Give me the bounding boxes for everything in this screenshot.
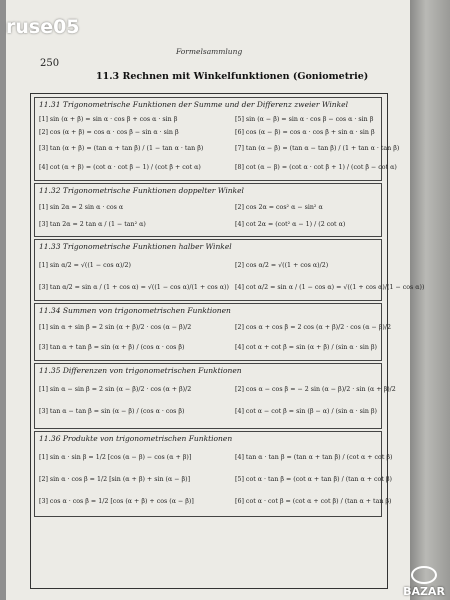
formula: [1] sin α · sin β = 1/2 [cos (α − β) − cos (α + β)]: [39, 454, 192, 461]
running-head: Formelsammlung: [176, 47, 243, 56]
formula: [2] cos α + cos β = 2 cos (α + β)/2 · cos (α − β)/2: [235, 324, 392, 331]
formula: [5] sin (α − β) = sin α · cos β − cos α · sin β: [235, 116, 374, 123]
formula: [3] cos α · cos β = 1/2 [cos (α + β) + cos (α − β)]: [39, 498, 194, 505]
formula: [4] cot 2α = (cot² α − 1) / (2 cot α): [235, 221, 346, 228]
formula: [1] sin α + sin β = 2 sin (α + β)/2 · cos (α − β)/2: [39, 324, 192, 331]
bazar-logo: [402, 566, 446, 598]
section-heading: 11.33 Trigonometrische Funktionen halber Winkel: [39, 242, 232, 251]
formula: [4] cot α + cot β = sin (α + β) / (sin α · sin β): [235, 344, 377, 351]
formula: [4] cot α/2 = sin α / (1 − cos α) = √((1 + cos α)/(1 − cos α)): [235, 284, 425, 291]
section-11-32: [34, 183, 382, 237]
section-11-36: [34, 431, 393, 517]
formula: [1] sin α − sin β = 2 sin (α − β)/2 · cos (α + β)/2: [39, 386, 192, 393]
page-number: 250: [40, 58, 60, 69]
formula: [1] sin 2α = 2 sin α · cos α: [39, 204, 124, 211]
formula: [3] tan (α + β) = (tan α + tan β) / (1 − tan α · tan β): [39, 145, 204, 152]
formula: [8] cot (α − β) = (cot α · cot β + 1) / (cot β − cot α): [235, 164, 397, 171]
section-heading: 11.31 Trigonometrische Funktionen der Summe und der Differenz zweier Winkel: [39, 100, 349, 109]
formula: [4] cot (α + β) = (cot α · cot β − 1) / (cot β + cot α): [39, 164, 201, 171]
formula: [3] tan α − tan β = sin (α − β) / (cos α · cos β): [39, 408, 185, 415]
section-heading: 11.32 Trigonometrische Funktionen doppelter Winkel: [39, 186, 244, 195]
formula: [3] tan α/2 = sin α / (1 + cos α) = √((1 − cos α)/(1 + cos α)): [39, 284, 229, 291]
section-11-31: [34, 97, 400, 181]
formula: [2] cos 2α = cos² α − sin² α: [235, 204, 323, 211]
formula: [7] tan (α − β) = (tan α − tan β) / (1 + tan α · tan β): [235, 145, 400, 152]
formula: [4] cot α − cot β = sin (β − α) / (sin α · sin β): [235, 408, 377, 415]
formula: [3] tan 2α = 2 tan α / (1 − tan² α): [39, 221, 146, 228]
formula: [2] cos α − cos β = − 2 sin (α − β)/2 · sin (α + β)/2: [235, 386, 396, 393]
formula: [1] sin α/2 = √((1 − cos α)/2): [39, 262, 131, 269]
page-edge: [410, 0, 450, 600]
section-11-33: [34, 239, 425, 301]
section-11-34: [34, 303, 392, 361]
formula: [2] cos (α + β) = cos α · cos β − sin α · sin β: [39, 129, 179, 136]
logo-ring-icon: [411, 566, 437, 584]
watermark-text: ruse05: [6, 16, 80, 38]
formula: [2] sin α · cos β = 1/2 [sin (α + β) + sin (α − β)]: [39, 476, 191, 483]
section-11-35: [34, 363, 396, 429]
formula: [6] cos (α − β) = cos α · cos β + sin α · sin β: [235, 129, 375, 136]
page-title: 11.3 Rechnen mit Winkelfunktionen (Goniometrie): [96, 71, 369, 82]
formula: [4] tan α · tan β = (tan α + tan β) / (cot α + cot β): [235, 454, 393, 461]
formula: [1] sin (α + β) = sin α · cos β + cos α · sin β: [39, 116, 178, 123]
formula: [2] cos α/2 = √((1 + cos α)/2): [235, 262, 329, 269]
section-heading: 11.36 Produkte von trigonometrischen Funktionen: [39, 434, 233, 443]
formula: [5] cot α · tan β = (cot α + tan β) / (tan α + cot β): [235, 476, 392, 483]
section-heading: 11.35 Differenzen von trigonometrischen Funktionen: [39, 366, 242, 375]
section-heading: 11.34 Summen von trigonometrischen Funktionen: [39, 306, 231, 315]
formula: [3] tan α + tan β = sin (α + β) / (cos α · cos β): [39, 344, 185, 351]
logo-text: BAZAR: [403, 585, 445, 598]
formula: [6] cot α · cot β = (cot α + cot β) / (tan α + tan β): [235, 498, 392, 505]
